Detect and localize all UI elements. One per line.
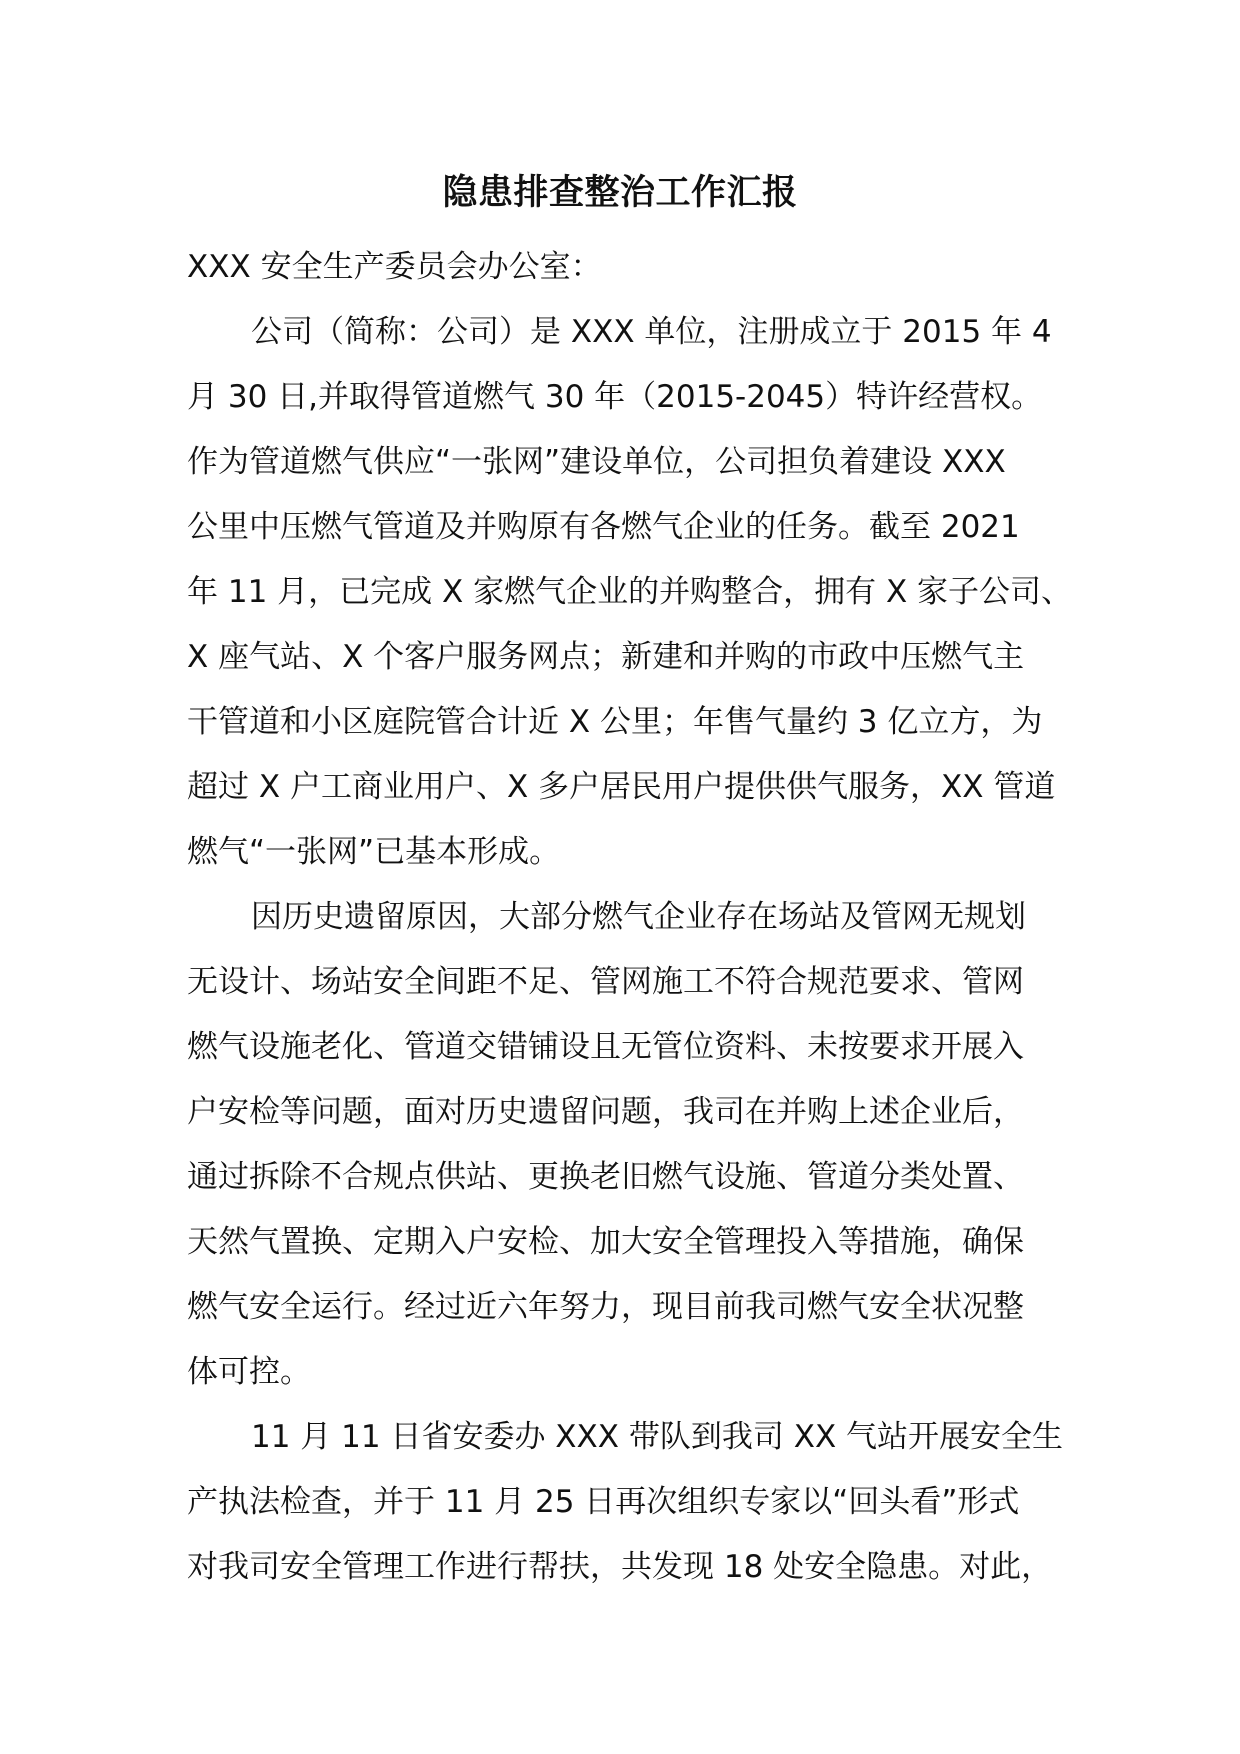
document-body [187, 235, 1073, 1600]
paragraph-line: 燃气安全运行。经过近六年努力，现目前我司燃气安全状况整 [187, 1289, 1024, 1325]
paragraph-line: 无设计、场站安全间距不足、管网施工不符合规范要求、管网 [187, 964, 1024, 1000]
paragraph-line: 户安检等问题，面对历史遗留问题，我司在并购上述企业后， [187, 1094, 1024, 1130]
paragraph-line: 天然气置换、定期入户安检、加大安全管理投入等措施，确保 [187, 1224, 1024, 1260]
document-title: 隐患排查整治工作汇报 [442, 173, 798, 213]
paragraph-line: 11 月 11 日省安委办 XXX 带队到我司 XX 气站开展安全生 [251, 1419, 1064, 1455]
paragraph-inspection [187, 1405, 1067, 1600]
paragraph-line: 对我司安全管理工作进行帮扶，共发现 18 处安全隐患。对此， [187, 1549, 1053, 1585]
paragraph-line: 干管道和小区庭院管合计近 X 公里；年售气量约 3 亿立方，为 [187, 704, 1043, 740]
paragraph-line: X 座气站、X 个客户服务网点；新建和并购的市政中压燃气主 [187, 639, 1025, 675]
paragraph-line: 公司（简称：公司）是 XXX 单位，注册成立于 2015 年 4 [251, 314, 1052, 350]
paragraph-line: 体可控。 [187, 1354, 311, 1390]
paragraph-line: 月 30 日,并取得管道燃气 30 年（2015-2045）特许经营权。 [187, 379, 1043, 415]
paragraph-line: 燃气设施老化、管道交错铺设且无管位资料、未按要求开展入 [187, 1029, 1024, 1065]
paragraph-company-overview [187, 300, 1073, 885]
paragraph-line: 产执法检查，并于 11 月 25 日再次组织专家以“回头看”形式 [187, 1484, 1020, 1520]
paragraph-line: 超过 X 户工商业用户、X 多户居民用户提供供气服务，XX 管道 [187, 769, 1056, 805]
paragraph-line: 通过拆除不合规点供站、更换老旧燃气设施、管道分类处置、 [187, 1159, 1024, 1195]
paragraph-line: 公里中压燃气管道及并购原有各燃气企业的任务。截至 2021 [187, 509, 1020, 545]
paragraph-line: 年 11 月，已完成 X 家燃气企业的并购整合，拥有 X 家子公司、 [187, 574, 1073, 610]
paragraph-line: 燃气“一张网”已基本形成。 [187, 834, 561, 870]
salutation: XXX 安全生产委员会办公室： [187, 249, 602, 285]
paragraph-line: 作为管道燃气供应“一张网”建设单位，公司担负着建设 XXX [187, 444, 1006, 480]
paragraph-line: 因历史遗留原因，大部分燃气企业存在场站及管网无规划 [251, 899, 1026, 935]
paragraph-historical-issues [187, 885, 1067, 1405]
